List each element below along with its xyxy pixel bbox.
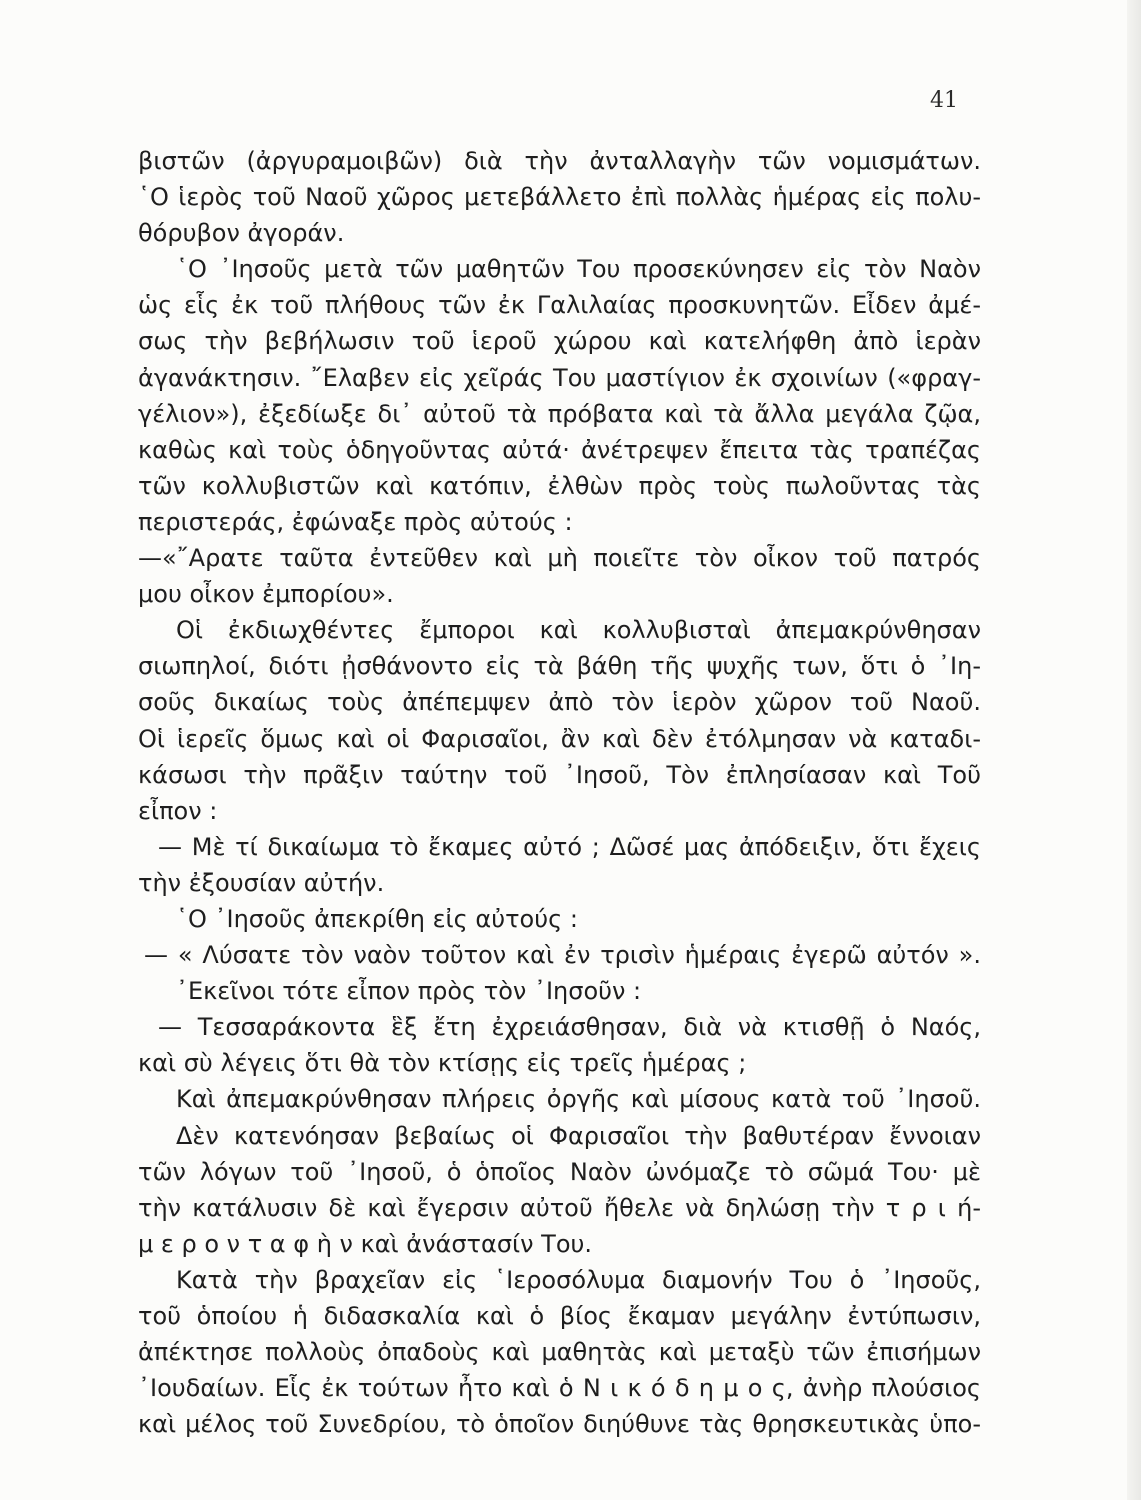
- text-line: ῾Ο ᾿Ιησοῦς ἀπεκρίθη εἰς αὐτούς :: [176, 904, 578, 933]
- text-line: τοῦ ὁποίου ἡ διδασκαλία καὶ ὁ βίος ἔκαμαν μεγάλην ἐντύπωσιν,: [138, 1302, 981, 1330]
- text-line: ἀγανάκτησιν. ῎Ελαβεν εἰς χεῖράς Του μαστίγιον ἐκ σχοινίων («φραγ-: [138, 363, 981, 392]
- text-line: σιωπηλοί, διότι ᾐσθάνοντο εἰς τὰ βάθη τῆς ψυχῆς των, ὅτι ὁ ᾿Ιη-: [138, 652, 981, 681]
- text-line: τὴν ἐξουσίαν αὐτήν.: [138, 868, 385, 897]
- text-line: βιστῶν (ἀργυραμοιβῶν) διὰ τὴν ἀνταλλαγὴν τῶν νομισμάτων.: [138, 147, 981, 175]
- text-line: — Τεσσαράκοντα ἓξ ἔτη ἐχρειάσθησαν, διὰ νὰ κτισθῇ ὁ Ναός,: [158, 1013, 981, 1042]
- text-line: καθὼς καὶ τοὺς ὁδηγοῦντας αὐτά· ἀνέτρεψεν ἔπειτα τὰς τραπέζας: [138, 435, 981, 464]
- text-line: ἀπέκτησε πολλοὺς ὀπαδοὺς καὶ μαθητὰς καὶ μεταξὺ τῶν ἐπισήμων: [138, 1338, 981, 1367]
- text-line: τὴν κατάλυσιν δὲ καὶ ἔγερσιν αὐτοῦ ἤθελε νὰ δηλώσῃ τὴν τ ρ ι ή-: [138, 1193, 981, 1222]
- page-number: 41: [930, 88, 958, 113]
- text-line: ᾿Εκεῖνοι τότε εἶπον πρὸς τὸν ᾿Ιησοῦν :: [176, 977, 642, 1006]
- text-line: Οἱ ἐκδιωχθέντες ἔμποροι καὶ κολλυβισταὶ ἀπεμακρύνθησαν: [176, 616, 981, 645]
- text-line: Κατὰ τὴν βραχεῖαν εἰς ῾Ιεροσόλυμα διαμονήν Του ὁ ᾿Ιησοῦς,: [176, 1265, 981, 1294]
- text-line: σοῦς δικαίως τοὺς ἀπέπεμψεν ἀπὸ τὸν ἱερὸν χῶρον τοῦ Ναοῦ.: [138, 688, 981, 717]
- text-line: καὶ σὺ λέγεις ὅτι θὰ τὸν κτίσῃς εἰς τρεῖς ἡμέρας ;: [138, 1049, 747, 1078]
- text-line: τῶν λόγων τοῦ ᾿Ιησοῦ, ὁ ὁποῖος Ναὸν ὠνόμαζε τὸ σῶμά Του· μὲ: [138, 1157, 981, 1186]
- text-line: Καὶ ἀπεμακρύνθησαν πλήρεις ὀργῆς καὶ μίσους κατὰ τοῦ ᾿Ιησοῦ.: [176, 1085, 981, 1114]
- text-line: σως τὴν βεβήλωσιν τοῦ ἱεροῦ χώρου καὶ κατελήφθη ἀπὸ ἱερὰν: [138, 327, 981, 356]
- text-line: καὶ μέλος τοῦ Συνεδρίου, τὸ ὁποῖον διηύθυνε τὰς θρησκευτικὰς ὑπο-: [138, 1410, 981, 1439]
- text-line: — « Λύσατε τὸν ναὸν τοῦτον καὶ ἐν τρισὶν ἡμέραις ἐγερῶ αὐτόν ».: [144, 941, 981, 970]
- text-line: — Μὲ τί δικαίωμα τὸ ἔκαμες αὐτό ; Δῶσέ μας ἀπόδειξιν, ὅτι ἔχεις: [158, 832, 981, 861]
- text-line: Δὲν κατενόησαν βεβαίως οἱ Φαρισαῖοι τὴν βαθυτέραν ἔννοιαν: [176, 1121, 981, 1150]
- page-edge-shadow: [1127, 0, 1141, 1500]
- text-line: τῶν κολλυβιστῶν καὶ κατόπιν, ἐλθὼν πρὸς τοὺς πωλοῦντας τὰς: [138, 471, 981, 500]
- text-line: ᾿Ιουδαίων. Εἷς ἐκ τούτων ἦτο καὶ ὁ Ν ι κ ό δ η μ ο ς, ἀνὴρ πλούσιος: [138, 1374, 981, 1403]
- text-line: μ ε ρ ο ν τ α φ ὴ ν καὶ ἀνάστασίν Του.: [138, 1229, 593, 1258]
- text-line: γέλιον»), ἐξεδίωξε δι᾿ αὐτοῦ τὰ πρόβατα καὶ τὰ ἄλλα μεγάλα ζῷα,: [138, 399, 981, 428]
- text-line: ῾Ο ᾿Ιησοῦς μετὰ τῶν μαθητῶν Του προσεκύνησεν εἰς τὸν Ναὸν: [176, 255, 981, 284]
- text-line: θόρυβον ἀγοράν.: [138, 219, 345, 248]
- text-line: κάσωσι τὴν πρᾶξιν ταύτην τοῦ ᾿Ιησοῦ, Τὸν ἐπλησίασαν καὶ Τοῦ: [138, 760, 981, 789]
- text-line: ὡς εἷς ἐκ τοῦ πλήθους τῶν ἐκ Γαλιλαίας προσκυνητῶν. Εἶδεν ἀμέ-: [138, 291, 981, 320]
- text-line: εἶπον :: [138, 796, 218, 825]
- text-line: —«῎Αρατε ταῦτα ἐντεῦθεν καὶ μὴ ποιεῖτε τὸν οἶκον τοῦ πατρός: [138, 544, 981, 573]
- text-line: περιστεράς, ἐφώναξε πρὸς αὐτούς :: [138, 507, 573, 536]
- text-line: μου οἶκον ἐμπορίου».: [138, 580, 394, 609]
- body-text: [138, 143, 981, 1442]
- text-line: ῾Ο ἱερὸς τοῦ Ναοῦ χῶρος μετεβάλλετο ἐπὶ πολλὰς ἡμέρας εἰς πολυ-: [138, 183, 981, 212]
- text-line: Οἱ ἱερεῖς ὅμως καὶ οἱ Φαρισαῖοι, ἂν καὶ δὲν ἐτόλμησαν νὰ καταδι-: [138, 724, 981, 753]
